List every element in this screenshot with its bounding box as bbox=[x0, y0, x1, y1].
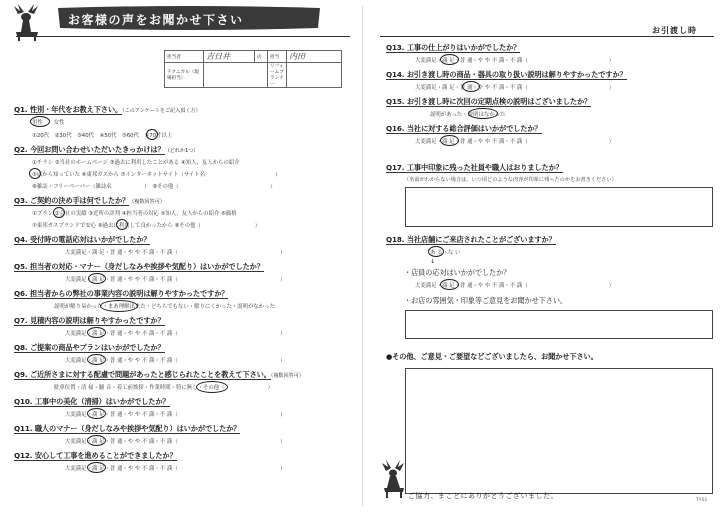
answer-circle-q18-sub1 bbox=[440, 279, 459, 290]
answer-circle-q8 bbox=[87, 354, 106, 365]
tantou-label: 担当 bbox=[268, 51, 287, 63]
q18-sub1: ・店員の応対はいかがでしたか？ bbox=[404, 268, 511, 277]
q7-scale: 大変満足・満 足・普 通・や や 不 満・不 満（ ） bbox=[65, 331, 286, 337]
q4-scale: 大変満足・満 足・普 通・や や 不 満・不 満（ ） bbox=[65, 250, 286, 256]
answer-circle-q10 bbox=[87, 408, 106, 419]
answer-circle-q1-gender bbox=[30, 116, 50, 127]
answer-circle-q7 bbox=[87, 327, 106, 338]
answer-circle-q13 bbox=[440, 54, 459, 65]
answer-circle-q15 bbox=[468, 108, 498, 119]
deer-icon bbox=[378, 458, 408, 502]
answer-circle-q14 bbox=[462, 81, 480, 92]
arrow-down-icon: ↓ bbox=[430, 258, 436, 265]
sales-label: 担当者 bbox=[165, 51, 204, 63]
q18-sub2: ・お店の雰囲気・印象等ご意見をお聞かせ下さい。 bbox=[404, 296, 568, 305]
q18-title: Q18. 当社店舗にご来店されたことがございますか？ bbox=[386, 235, 556, 244]
store-label: 店 bbox=[255, 51, 268, 63]
q5-scale: 大変満足・満 足・普 通・や や 不 満・不 満（ ） bbox=[65, 277, 286, 283]
q4-title: Q4. 受付時の電話応対はいかがでしたか？ bbox=[14, 235, 151, 244]
q1-title: Q1. 性別・年代をお教え下さい。（このアンケートをご記入頂く方） bbox=[14, 105, 201, 114]
q16-scale: 大変満足・満 足・普 通・や や 不 満・不 満（ ） bbox=[415, 139, 614, 145]
q10-scale: 大変満足・満 足・普 通・や や 不 満・不 満（ ） bbox=[65, 412, 286, 418]
q2-option-line3: ⑧雑誌・フリーペーパー（雑誌名 ） ⑨その他（ ） bbox=[32, 184, 276, 190]
q16-title: Q16. 当社に対する総合評価はいかがでしたか？ bbox=[386, 124, 542, 133]
q14-scale: 大変満足・満 足・普 通・や や 不 満・不 満（ ） bbox=[415, 85, 614, 91]
q15-title: Q15. お引き渡し時に次回の定期点検の説明はございましたか？ bbox=[386, 97, 592, 106]
q18-answer-box[interactable] bbox=[405, 310, 713, 339]
q12-scale: 大変満足・満 足・普 通・や や 不 満・不 満（ ） bbox=[65, 466, 286, 472]
q2-option-line1: ①チラシ ②当社のホームページ ③過去に利用したことがある ④知人、友人からの紹介 bbox=[32, 160, 240, 166]
q8-scale: 大変満足・満 足・普 通・や や 不 満・不 満（ ） bbox=[65, 358, 286, 364]
page-title: お客様の声をお聞かせ下さい bbox=[68, 13, 244, 27]
q9-scale: 駐車位置・清 掃・騒 音・着工前挨拶・作業時間・特に無し・その他（ ） bbox=[54, 385, 274, 391]
q2-title: Q2. 今回お問い合わせいただいたきっかけは？（どれか1つ） bbox=[14, 145, 199, 154]
q6-scale: 説明が解り易かった・まあ理解出来た・どちらでもない・解りにくかった・説明がなかった bbox=[54, 304, 275, 310]
q10-title: Q10. 工事中の美化（清掃）はいかがでしたか？ bbox=[14, 397, 170, 406]
q1-note: （このアンケートをご記入頂く方） bbox=[122, 108, 201, 114]
page-fold bbox=[362, 6, 363, 506]
q11-title: Q11. 職人のマナー（身だしなみや挨拶や気配り）はいかがでしたか？ bbox=[14, 424, 241, 433]
q7-title: Q7. 見積内容の説明は解りやすかったですか？ bbox=[14, 316, 165, 325]
answer-circle-q11 bbox=[87, 435, 106, 446]
q1-gender: 男性 女性 bbox=[32, 120, 65, 126]
q3-title: Q3. ご契約の決め手は何でしたか？（複数回答可） bbox=[14, 196, 165, 205]
right-title: お引渡し時 bbox=[652, 26, 697, 35]
tech-label: テクニカル（現場担当） bbox=[165, 63, 204, 88]
q18-sub1-scale: 大変満足・満 足・普 通・や や 不 満・不 満（ ） bbox=[415, 283, 614, 289]
q2-note: （どれか1つ） bbox=[164, 148, 199, 154]
reform-label: リフォームプランナー bbox=[268, 63, 287, 88]
q13-scale: 大変満足・満 足・普 通・や や 不 満・不 満（ ） bbox=[415, 58, 614, 64]
q14-title: Q14. お引き渡し時の商品・器具の取り扱い説明は解りやすかったですか？ bbox=[386, 70, 627, 79]
answer-circle-q3b bbox=[116, 219, 128, 230]
q13-title: Q13. 工事の仕上がりはいかがでしたか？ bbox=[386, 43, 521, 52]
answer-circle-q3a bbox=[53, 207, 65, 218]
q3-note: （複数回答可） bbox=[129, 199, 165, 205]
answer-circle-q18 bbox=[428, 246, 444, 257]
q11-scale: 大変満足・満 足・普 通・や や 不 満・不 満（ ） bbox=[65, 439, 286, 445]
answer-circle-q1-age bbox=[146, 129, 158, 140]
q12-title: Q12. 安心して工事を進めることができましたか？ bbox=[14, 451, 177, 460]
answer-circle-q5 bbox=[88, 273, 106, 284]
q1-ages: ①20代 ②30代 ③40代 ④50代 ⑤60代 ⑥70才以上 bbox=[32, 133, 173, 139]
q9-title: Q9. ご近所さまに対する配慮で問題があったと感じられたことを教えて下さい。（複数回答可） bbox=[14, 370, 304, 379]
thanks-text: ご協力、まことにありがとうございました。 bbox=[408, 492, 558, 500]
sales-value: 吉日井 bbox=[206, 52, 230, 61]
answer-circle-q16 bbox=[440, 135, 459, 146]
q8-title: Q8. ご提案の商品やプランはいかがでしたか？ bbox=[14, 343, 165, 352]
q18-scale: あ る・な い bbox=[430, 250, 461, 256]
answer-circle-q2 bbox=[29, 168, 41, 179]
answer-circle-q6 bbox=[100, 300, 138, 312]
q3-option-line1: ①プラン ②会社の実績 ③近所の評判 ④担当者の対応 ⑤知人、友人からの紹介 ⑥価格 bbox=[32, 211, 237, 217]
q9-note: （複数回答可） bbox=[270, 373, 304, 379]
q15-scale: 説明があった・説明はなかった bbox=[430, 112, 506, 118]
q17-title: Q17. 工事中印象に残った社員や職人はおりましたか？ bbox=[386, 163, 563, 172]
q6-title: Q6. 担当者からの弊社の事業内容の説明は解りやすかったですか？ bbox=[14, 289, 229, 298]
q17-note: （名前がわからない場合は、いつ頃どのような内容が印象に残ったのかをお書きください） bbox=[404, 177, 617, 183]
other-title: ●その他、ご意見・ご要望などございましたら、お聞かせ下さい。 bbox=[386, 352, 598, 361]
tantou-value: 内田 bbox=[289, 52, 305, 61]
q3-option-line2: ⑦東邦ガスブランドで安心 ⑧過去に利用して良かったから ⑨その他（ ） bbox=[32, 223, 261, 229]
form-code: TY01 bbox=[696, 498, 708, 503]
answer-circle-q9 bbox=[196, 381, 228, 393]
staff-table bbox=[164, 50, 342, 88]
q2-option-line2: ⑤店から知っていた ⑥東邦ガスから ⑦インターネットサイト（サイト名 ） bbox=[32, 172, 281, 178]
other-answer-box[interactable] bbox=[405, 368, 713, 494]
q5-title: Q5. 担当者の対応・マナー（身だしなみや挨拶や気配り）はいかがでしたか？ bbox=[14, 262, 264, 271]
q17-answer-box[interactable] bbox=[405, 187, 713, 227]
answer-circle-q12 bbox=[87, 462, 106, 473]
